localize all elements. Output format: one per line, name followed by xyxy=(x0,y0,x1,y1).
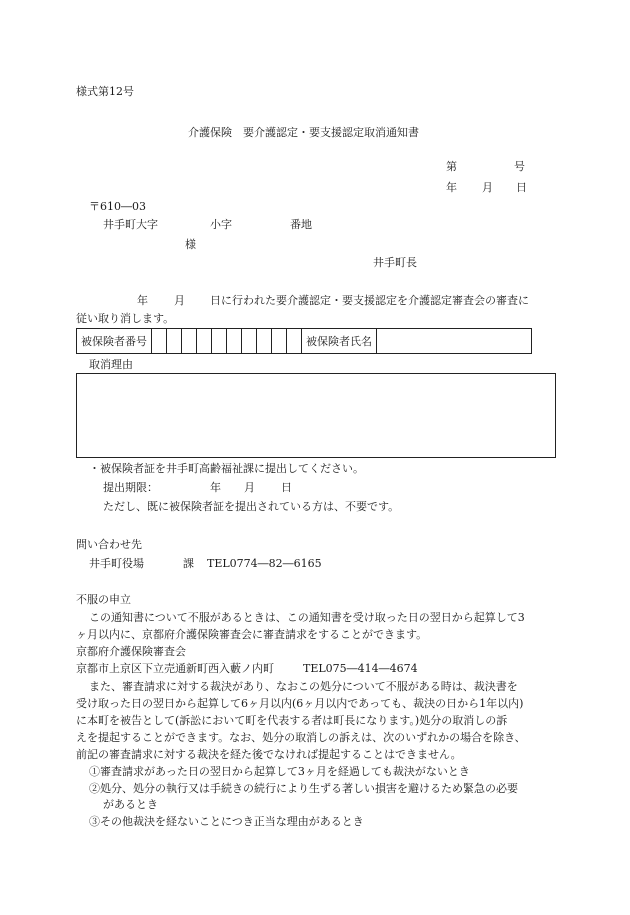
deadline-month: 月 xyxy=(244,481,255,494)
inquiry-tel: TEL0774―82―6165 xyxy=(207,557,322,570)
insured-number-digit[interactable] xyxy=(257,329,272,354)
inquiry-section: 課 xyxy=(183,557,194,570)
insured-number-digit[interactable] xyxy=(212,329,227,354)
council-name: 京都府介護保険審査会 xyxy=(76,645,186,658)
doc-no-dai: 第 xyxy=(446,160,457,173)
insured-id-table xyxy=(76,328,532,354)
address-town: 井手町大字 xyxy=(103,218,158,231)
appeal-heading: 不服の申立 xyxy=(76,593,131,606)
reason-box[interactable] xyxy=(76,373,556,458)
insured-number-digit[interactable] xyxy=(197,329,212,354)
inquiry-office: 井手町役場 xyxy=(89,557,144,570)
lawsuit-text-line: また、審査請求に対する裁決があり、なおこの処分について不服がある時は、裁決書を xyxy=(89,680,518,693)
body-month: 月 xyxy=(174,294,185,307)
insured-number-digit[interactable] xyxy=(167,329,182,354)
lawsuit-text-line: えを提起することができます。なお、処分の取消しの訴えは、次のいずれかの場合を除き、 xyxy=(76,731,526,744)
deadline-day: 日 xyxy=(281,481,292,494)
reason-label: 取消理由 xyxy=(89,358,133,371)
council-tel: TEL075―414―4674 xyxy=(303,662,418,675)
address-koaza: 小字 xyxy=(210,218,232,231)
doc-date-month: 月 xyxy=(482,181,493,194)
postal-code: 〒610―03 xyxy=(89,200,146,213)
insured-number-digit[interactable] xyxy=(242,329,257,354)
insured-number-digit[interactable] xyxy=(227,329,242,354)
submission-notice: ・被保険者証を井手町高齢福祉課に提出してください。 xyxy=(89,462,364,475)
council-address: 京都市上京区下立売通新町西入藪ノ内町 xyxy=(76,662,274,675)
deadline-label: 提出期限： xyxy=(103,481,158,494)
addressee-honorific: 様 xyxy=(185,238,196,251)
insured-name-label: 被保険者氏名 xyxy=(302,329,377,354)
insured-number-digit[interactable] xyxy=(182,329,197,354)
issuer-name: 井手町長 xyxy=(373,256,417,269)
body-line2-text: 従い取り消します。 xyxy=(76,312,175,325)
insured-number-label: 被保険者番号 xyxy=(77,329,152,354)
doc-date-day: 日 xyxy=(516,181,527,194)
doc-date-year: 年 xyxy=(446,181,457,194)
appeal-text-line: ヶ月以内に、京都府介護保険審査会に審査請求をすることができます。 xyxy=(76,628,428,641)
address-banchi: 番地 xyxy=(290,218,312,231)
lawsuit-text-line: に本町を被告として(訴訟において町を代表する者は町長になります。)処分の取消しの訴 xyxy=(76,714,508,727)
deadline-year: 年 xyxy=(210,481,221,494)
lawsuit-text-line: 受け取った日の翌日から起算して6ヶ月以内(6ヶ月以内であっても、裁決の日から1年以内) xyxy=(76,697,524,710)
insured-name-field[interactable] xyxy=(377,329,532,354)
exception-item-continuation: があるとき xyxy=(103,798,158,811)
submission-note: ただし、既に被保険者証を提出されている方は、不要です。 xyxy=(103,500,400,513)
insured-number-digit[interactable] xyxy=(272,329,287,354)
exception-item: ②処分、処分の執行又は手続きの続行により生ずる著しい損害を避けるため緊急の必要 xyxy=(89,782,518,795)
lawsuit-text-line: 前記の審査請求に対する裁決を経た後でなければ提起することはできません。 xyxy=(76,748,462,761)
exception-item: ③その他裁決を経ないことにつき正当な理由があるとき xyxy=(89,815,364,828)
exception-item: ①審査請求があった日の翌日から起算して3ヶ月を経過しても裁決がないとき xyxy=(89,765,470,778)
appeal-text-line: この通知書について不服があるときは、この通知書を受け取った日の翌日から起算して3 xyxy=(89,611,525,624)
form-number: 様式第12号 xyxy=(76,85,134,98)
doc-no-go: 号 xyxy=(514,160,525,173)
body-line1-text: 日に行われた要介護認定・要支援認定を介護認定審査会の審査に xyxy=(210,294,529,307)
insured-number-digit[interactable] xyxy=(152,329,167,354)
inquiry-heading: 問い合わせ先 xyxy=(76,538,142,551)
document-title: 介護保険 要介護認定・要支援認定取消通知書 xyxy=(188,126,419,139)
insured-number-digit[interactable] xyxy=(287,329,302,354)
body-year: 年 xyxy=(137,294,148,307)
